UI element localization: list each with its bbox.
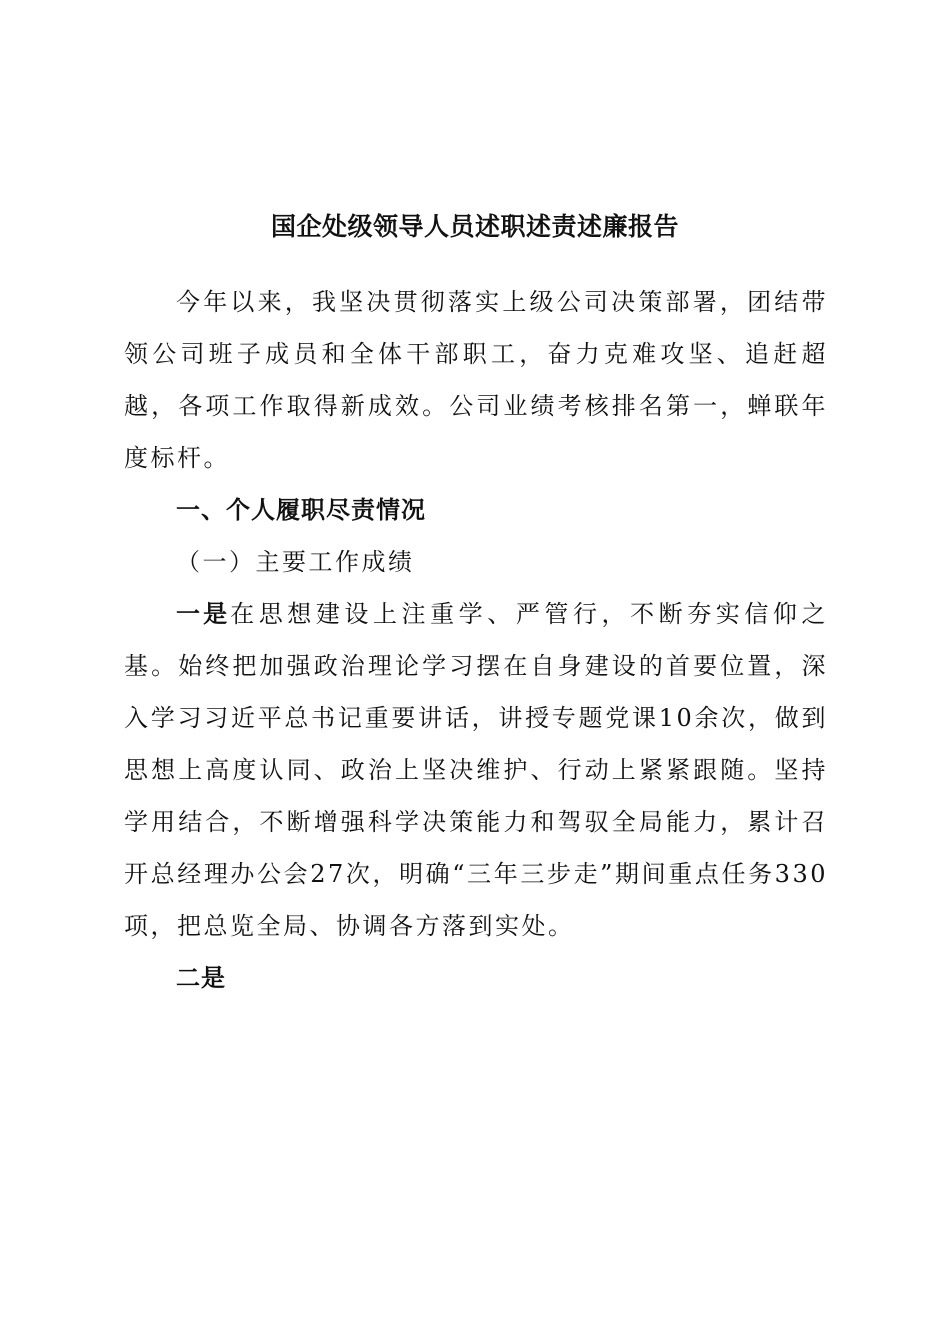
intro-paragraph: 今年以来，我坚决贯彻落实上级公司决策部署，团结带领公司班子成员和全体干部职工，奋力克难攻坚、追赶超越，各项工作取得新成效。公司业绩考核排名第一，蝉联年度标杆。 [124, 288, 828, 472]
point-one-lead: 一是 [176, 600, 231, 628]
point-one-text: 在思想建设上注重学、严管行，不断夯实信仰之基。始终把加强政治理论学习摆在自身建设的首要位置，深入学习习近平总书记重要讲话，讲授专题党课10余次，做到思想上高度认同、政治上坚决维护、行动上紧紧跟随。坚持学用结合，不断增强科学决策能力和驾驭全局能力，累计召开总经理办公会27次，明确“三年三步走”期间重点任务330项，把总览全局、协调各方落到实处。 [124, 600, 829, 940]
point-two-lead: 二是 [176, 964, 226, 992]
point-two-paragraph [124, 952, 828, 1004]
point-one-paragraph [124, 588, 828, 952]
section-heading-personal-duties: 一、个人履职尽责情况 [176, 496, 426, 524]
subsection-heading-main-achievements: （一）主要工作成绩 [176, 548, 415, 576]
document-body [124, 276, 828, 1004]
document-title: 国企处级领导人员述职述责述廉报告 [270, 212, 679, 241]
